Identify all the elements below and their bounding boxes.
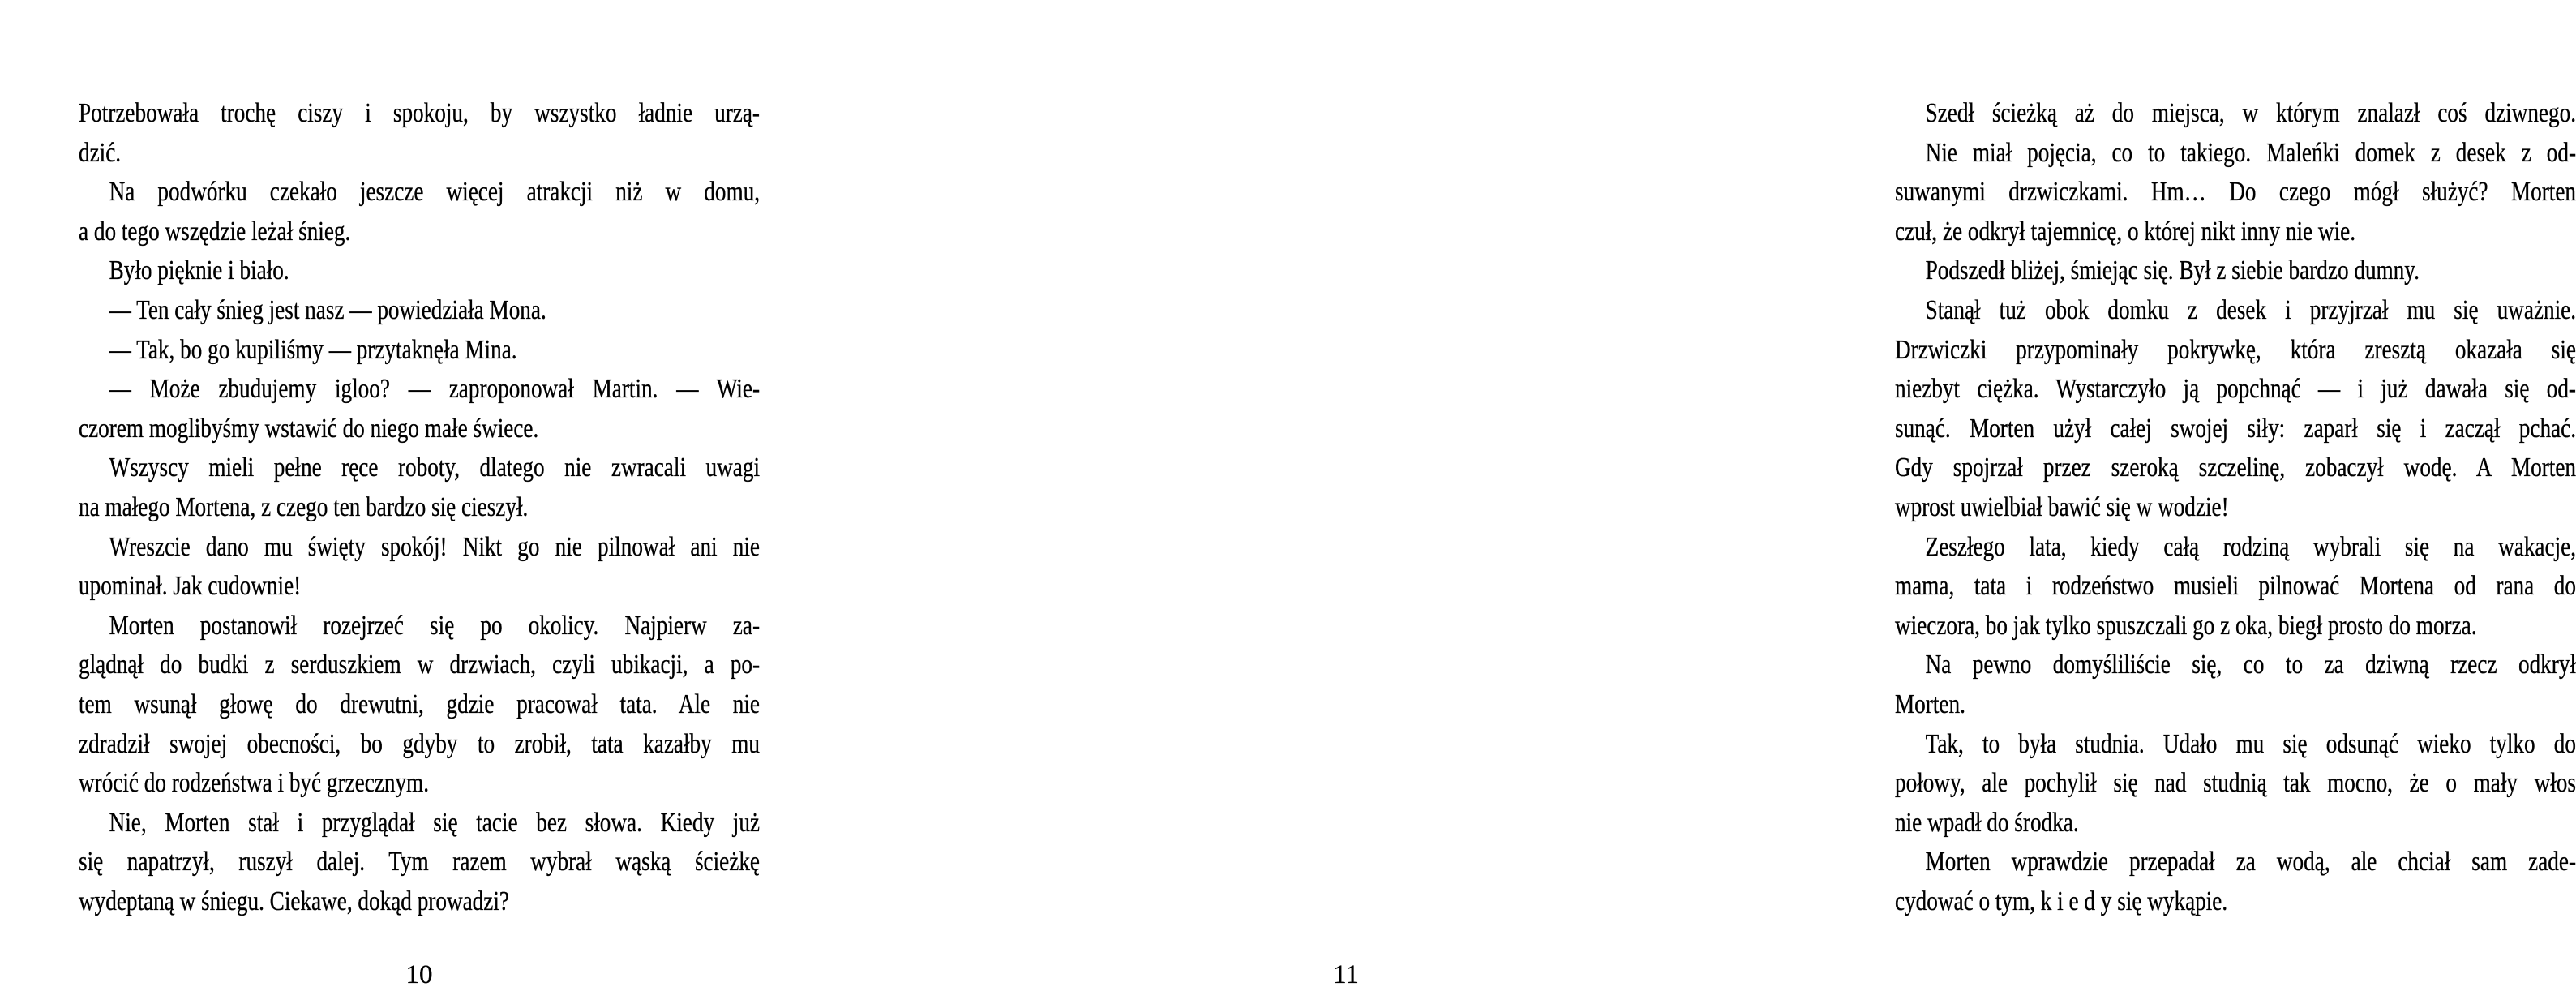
text-line: Na podwórku czekało jeszcze więcej atrakcji niż w domu, [109, 177, 761, 208]
text-line: Gdy spojrzał przez szeroką szczelinę, zobaczył wodę. A Morten [1895, 453, 2576, 483]
text-line: wprost uwielbiał bawić się w wodzie! [1895, 491, 2229, 522]
text-line: nie wpadł do środka. [1895, 807, 2079, 838]
text-line: — Tak, bo go kupiliśmy — przytaknęła Mina. [109, 334, 517, 365]
text-line: upominał. Jak cudownie! [79, 571, 302, 602]
text-line: wydeptaną w śniegu. Ciekawe, dokąd prowadzi? [79, 886, 509, 916]
text-line: Nie, Morten stał i przyglądał się tacie bez słowa. Kiedy już [109, 807, 761, 838]
text-line: Morten. [1895, 689, 1965, 719]
text-line: Było pięknie i biało. [109, 255, 289, 286]
right-page [889, 0, 2576, 1004]
text-line: a do tego wszędzie leżał śnieg. [79, 216, 351, 247]
text-line: Szedł ścieżką aż do miejsca, w którym znalazł coś dziwnego. [1925, 98, 2576, 128]
text-line: wrócić do rodzeństwa i być grzecznym. [79, 768, 429, 799]
text-line: Tak, to była studnia. Udało mu się odsunąć wieko tylko do [1925, 728, 2576, 759]
text-line: dzić. [79, 137, 122, 168]
text-line: się napatrzył, ruszył dalej. Tym razem wybrał wąską ścieżkę [79, 847, 760, 877]
text-line: niezbyt ciężka. Wystarczyło ją popchnąć — i już dawała się od- [1895, 374, 2576, 405]
text-line: Morten postanowił rozejrzeć się po okolicy. Najpierw za- [109, 610, 761, 641]
text-line: tem wsunął głowę do drewutni, gdzie pracował tata. Ale nie [79, 689, 760, 719]
text-line: Wreszcie dano mu święty spokój! Nikt go nie pilnował ani nie [109, 531, 761, 562]
page-number-right: 11 [1333, 960, 1359, 989]
text-line: — Może zbudujemy igloo? — zaproponował Martin. — Wie- [109, 374, 761, 405]
left-page-text [79, 94, 760, 921]
text-line: wieczora, bo jak tylko spuszczali go z oka, biegł prosto do morza. [1895, 610, 2477, 641]
text-line: Drzwiczki przypominały pokrywkę, która zresztą okazała się [1895, 334, 2576, 365]
text-line: zdradził swojej obecności, bo gdyby to zrobił, tata kazałby mu [79, 728, 760, 759]
text-line: Zeszłego lata, kiedy całą rodziną wybrali się na wakacje, [1925, 531, 2576, 562]
page-number-left: 10 [405, 960, 433, 989]
text-line: Wszyscy mieli pełne ręce roboty, dlatego nie zwracali uwagi [109, 453, 761, 483]
text-line: mama, tata i rodzeństwo musieli pilnować Mortena od rana do [1895, 571, 2576, 602]
text-line: czuł, że odkrył tajemnicę, o której nikt inny nie wie. [1895, 216, 2355, 247]
text-line: suwanymi drzwiczkami. Hm… Do czego mógł służyć? Morten [1895, 177, 2576, 208]
text-line: glądnął do budki z serduszkiem w drzwiach, czyli ubikacji, a po- [79, 650, 760, 680]
text-line: połowy, ale pochylił się nad studnią tak mocno, że o mały włos [1895, 768, 2576, 799]
text-line: sunąć. Morten użył całej swojej siły: zaparł się i zaczął pchać. [1895, 413, 2576, 444]
text-line: Nie miał pojęcia, co to takiego. Maleńki domek z desek z od- [1925, 137, 2576, 168]
text-line: na małego Mortena, z czego ten bardzo się cieszył. [79, 491, 529, 522]
text-line: czorem moglibyśmy wstawić do niego małe świece. [79, 413, 539, 444]
text-line: Podszedł bliżej, śmiejąc się. Był z siebie bardzo dumny. [1925, 255, 2420, 286]
right-page-text [1895, 94, 2576, 921]
text-line: Stanął tuż obok domku z desek i przyjrzał mu się uważnie. [1925, 294, 2576, 325]
text-line: cydować o tym, k i e d y się wykąpie. [1895, 886, 2228, 916]
text-line: — Ten cały śnieg jest nasz — powiedziała Mona. [109, 294, 546, 325]
left-page [0, 0, 889, 1004]
text-line: Na pewno domyśliliście się, co to za dziwną rzecz odkrył [1925, 650, 2576, 680]
text-line: Potrzebowała trochę ciszy i spokoju, by wszystko ładnie urzą- [79, 98, 760, 128]
text-line: Morten wprawdzie przepadał za wodą, ale chciał sam zade- [1925, 847, 2576, 877]
